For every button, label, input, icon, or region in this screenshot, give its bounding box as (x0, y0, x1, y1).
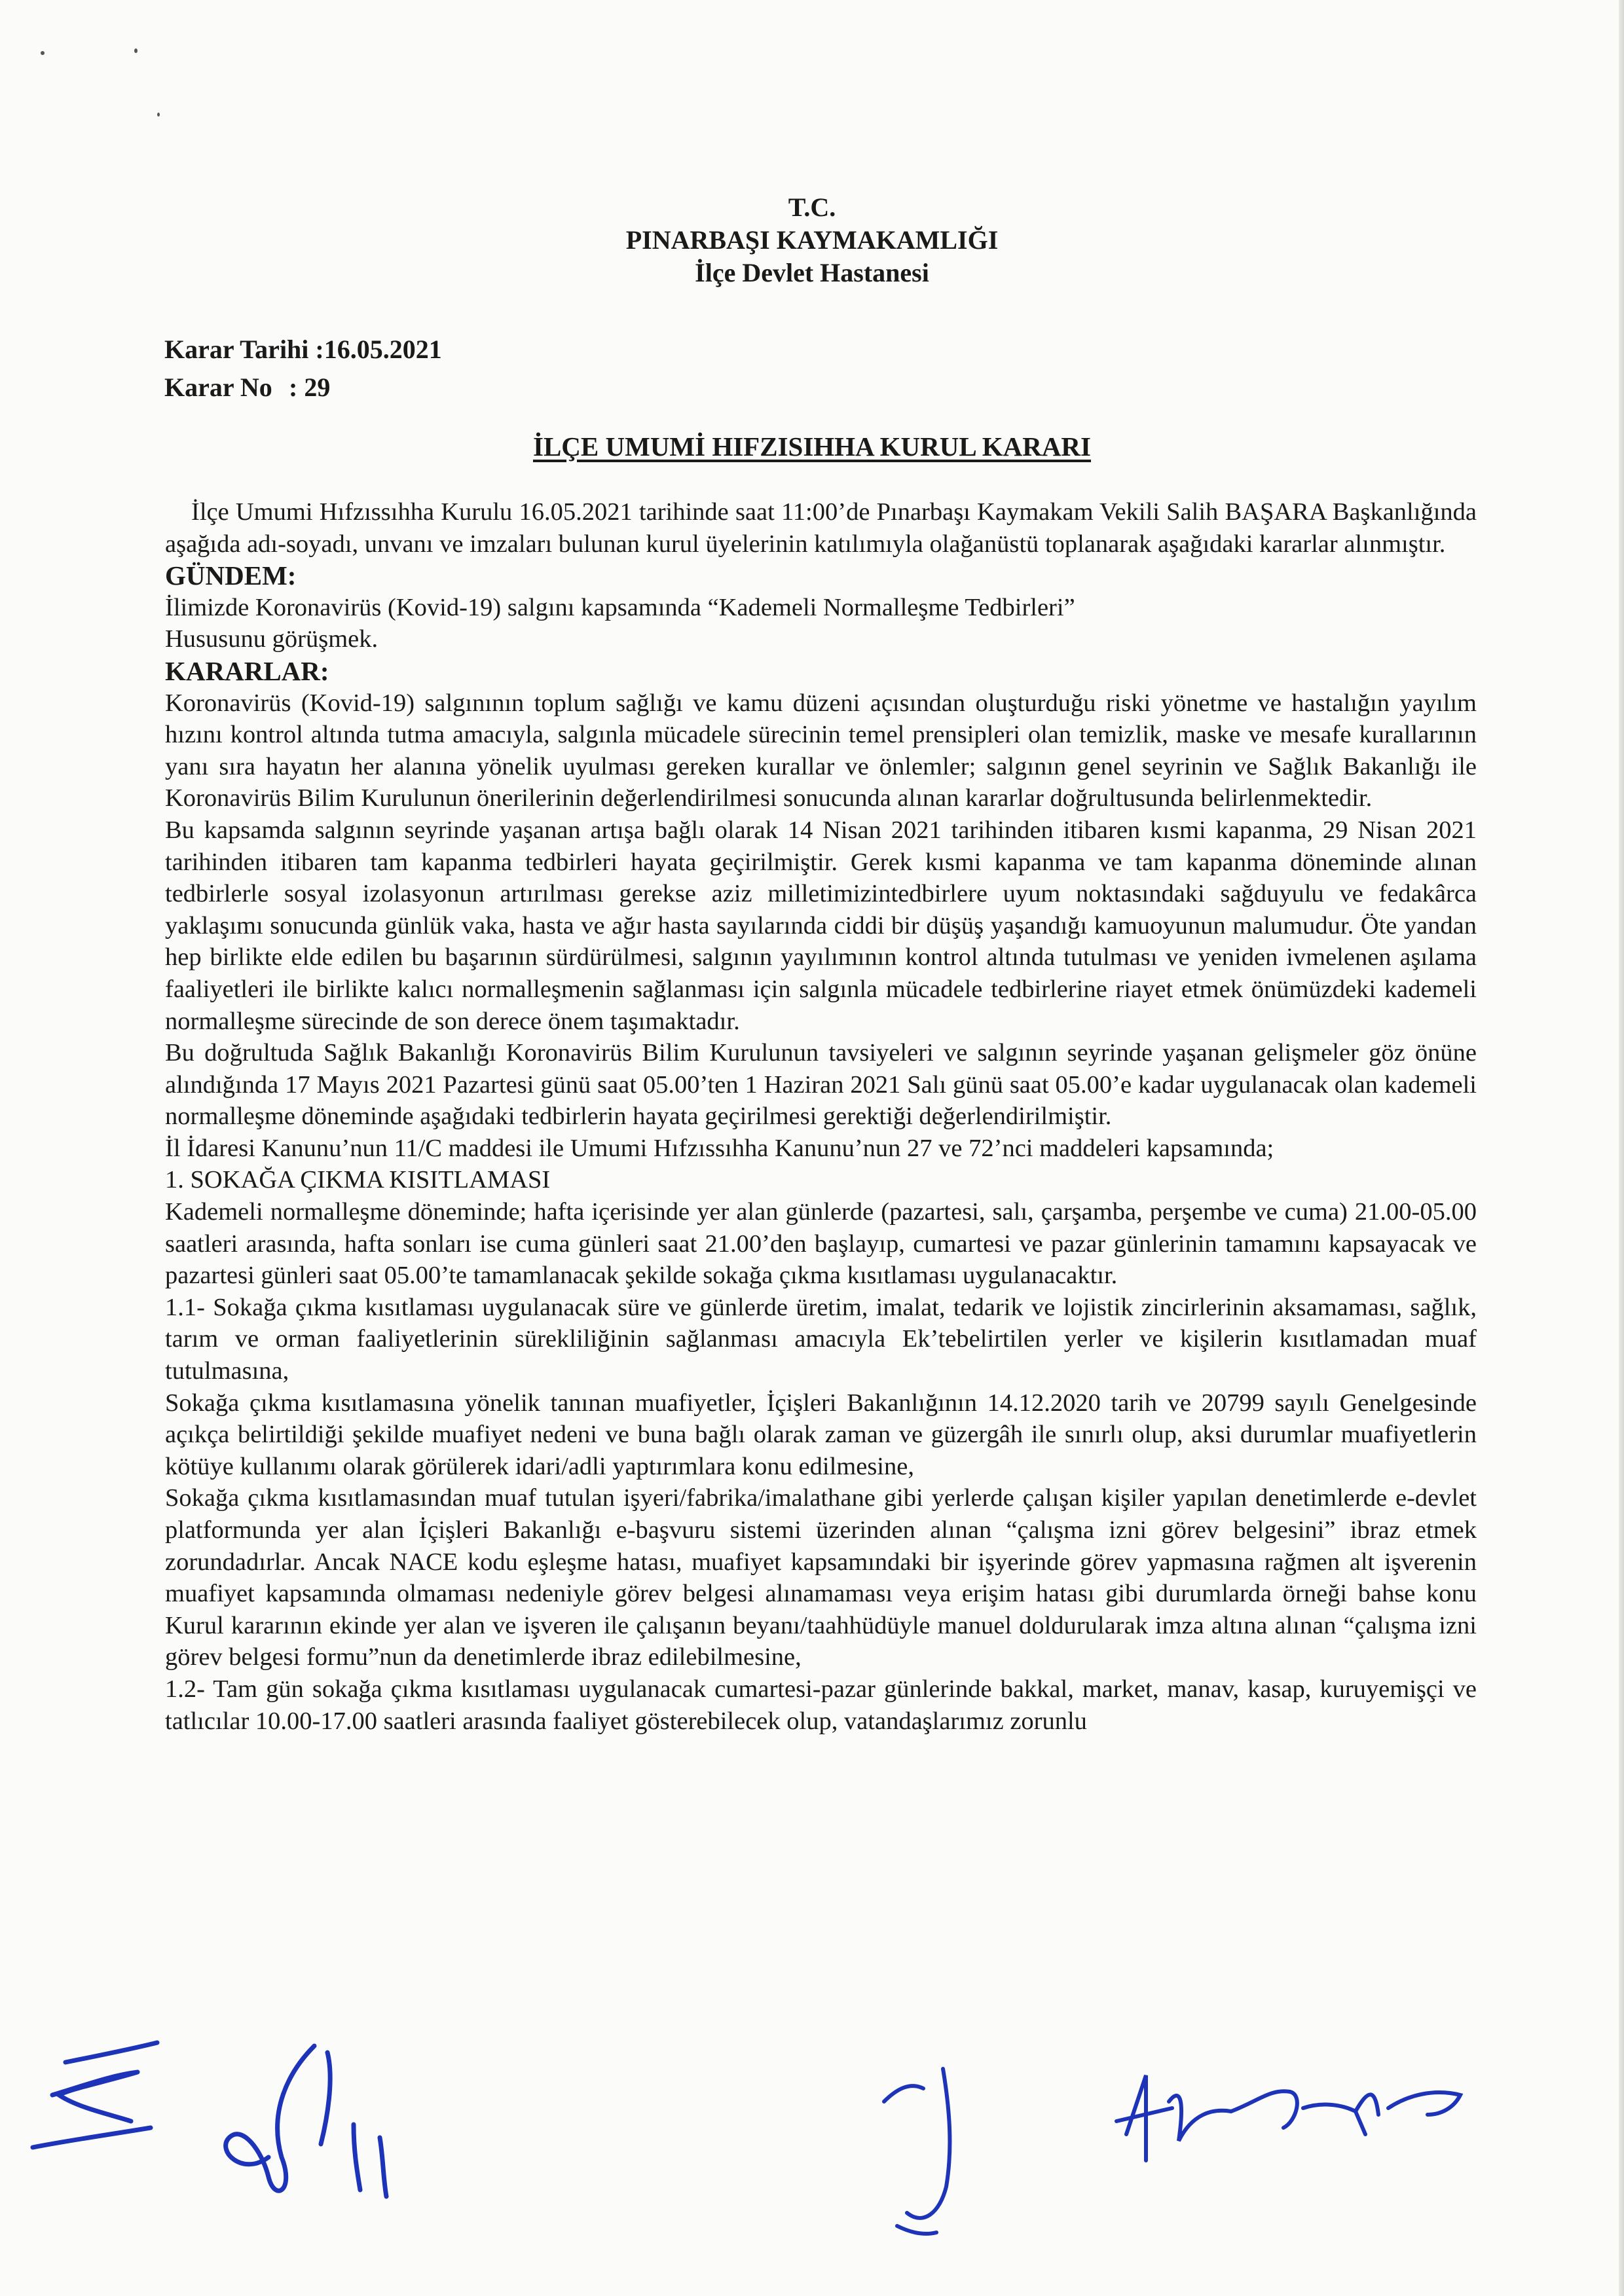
decision-paragraph: 1.2- Tam gün sokağa çıkma kısıtlaması uygulanacak cumartesi-pazar günlerinde bakkal, market, manav, kasap, kuruyemişçi ve tatlıcılar 10.00-17.00 saatleri arasında faaliyet gösterebilecek olup, vatandaşlarımız zorunlu (165, 1675, 1477, 1735)
section-heading: 1. SOKAĞA ÇIKMA KISITLAMASI (165, 1166, 551, 1194)
decision-paragraph: Sokağa çıkma kısıtlamasından muaf tutulan işyeri/fabrika/imalathane gibi yerlerde çalışan kişiler yapılan denetimlerde e-devlet platformunda yer alan İçişleri Bakanlığı e-başvuru sistemi üzerinden alınan “çalışma izni görev belgesini” ibraz etmek zorundadırlar. Ancak NACE kodu eşleşme hatası, muafiyet kapsamındaki bir işyerinde görev yapmasına rağmen alt işverenin muafiyet kapsamında olmaması nedeniyle görev belgesi alınamaması veya erişim hatası gibi durumlarda örneği bahse konu Kurul kararının ekinde yer alan ve işveren ile çalışanın beyanı/taahhüdüyle manuel doldurularak imza altına alınan “çalışma izni görev belgesi formu”nun da denetimlerde ibraz edilebilmesine, (165, 1484, 1477, 1671)
decision-number-value: : 29 (289, 373, 331, 402)
scan-speck (157, 113, 160, 117)
signature-3 (871, 2043, 982, 2246)
decision-number (164, 369, 442, 407)
signature-2 (196, 2026, 406, 2216)
decision-paragraph: Bu kapsamda salgının seyrinde yaşanan artışa bağlı olarak 14 Nisan 2021 tarihinden itibaren kısmi kapanma, 29 Nisan 2021 tarihinden itibaren tam kapanma tedbirleri hayata geçirilmiştir. Gerek kısmi kapanma ve tam kapanma döneminde alınan tedbirlerle sosyal izolasyonun artırılması gerekse aziz milletimizintedbirlere uyum noktasındaki sağduyulu ve fedakârca yaklaşımı sonucunda günlük vaka, hasta ve ağır hasta sayılarında ciddi bir düşüş yaşandığı kamuoyunun malumudur. Öte yandan hep birlikte elde edilen bu başarının sürdürülmesi, salgının yayılımının kontrol altında tutulması ve yeniden ivmelenen aşılama faaliyetleri ile birlikte kalıcı normalleşmenin sağlanması için salgınla mücadele tedbirlerine riayet etmek önümüzdeki kademeli normalleşme sürecinde de son derece önem taşımaktadır. (165, 816, 1477, 1035)
header-tc: T.C. (788, 192, 836, 222)
header-authority: PINARBAŞI KAYMAKAMLIĞI (625, 225, 999, 255)
decision-paragraph: Kademeli normalleşme döneminde; hafta içerisinde yer alan günlerde (pazartesi, salı, çarşamba, perşembe ve cuma) 21.00-05.00 saatleri arasında, hafta sonları ise cuma günleri saat 21.00’den başlayıp, cumartesi ve pazar günlerinin tamamını kapsayacak ve pazartesi günleri saat 05.00’te tamamlanacak şekilde sokağa çıkma kısıtlaması uygulanacaktır. (165, 1198, 1477, 1290)
header-institution: İlçe Devlet Hastanesi (695, 258, 929, 287)
document-title: İLÇE UMUMİ HIFZISIHHA KURUL KARARI (533, 431, 1091, 462)
agenda-line: Hususunu görüşmek. (165, 625, 378, 653)
signature-area (0, 2023, 1624, 2272)
decision-meta (164, 331, 442, 407)
document-body (165, 496, 1477, 1737)
decision-paragraph: 1.1- Sokağa çıkma kısıtlaması uygulanacak süre ve günlerde üretim, imalat, tedarik ve lojistik zincirlerinin aksamaması, sağlık, tarım ve orman faaliyetlerinin sürekliliğinin sağlanması amacıyla Ek’tebelirtilen yerler ve kişilerin kısıtlamadan muaf tutulmasına, (165, 1293, 1477, 1385)
decision-date-label: Karar Tarihi : (164, 335, 324, 364)
decision-paragraph: İl İdaresi Kanunu’nun 11/C maddesi ile Umumi Hıfzıssıhha Kanunu’nun 27 ve 72’nci maddeleri kapsamında; (165, 1134, 1274, 1162)
decision-number-label: Karar No (164, 373, 272, 402)
decision-paragraph: Bu doğrultuda Sağlık Bakanlığı Koronavirüs Bilim Kurulunun tavsiyeleri ve salgının seyrinde yaşanan gelişmeler göz önüne alındığında 17 Mayıs 2021 Pazartesi günü saat 05.00’ten 1 Haziran 2021 Salı günü saat 05.00’e kadar uygulanacak olan kademeli normalleşme döneminde aşağıdaki tedbirlerin hayata geçirilmesi gerektiği değerlendirilmiştir. (165, 1039, 1477, 1131)
signature-1 (20, 2023, 177, 2174)
signature-4 (1107, 2062, 1473, 2167)
document-header (0, 191, 1624, 289)
scan-speck (41, 51, 45, 55)
agenda-heading: GÜNDEM: (165, 560, 297, 591)
decision-paragraph: Koronavirüs (Kovid-19) salgınının toplum sağlığı ve kamu düzeni açısından oluşturduğu riski yönetme ve hastalığın yayılım hızını kontrol altında tutma amacıyla, salgınla mücadele sürecinin temel prensipleri olan temizlik, maske ve mesafe kurallarının yanı sıra hayatın her alanına yönelik uyulması gereken kurallar ve önlemler; salgının genel seyrinin ve Sağlık Bakanlığı ile Koronavirüs Bilim Kurulunun önerilerinin değerlendirilmesi sonucunda alınan kararlar doğrultusunda belirlenmektedir. (165, 689, 1477, 812)
intro-paragraph: İlçe Umumi Hıfzıssıhha Kurulu 16.05.2021 tarihinde saat 11:00’de Pınarbaşı Kaymakam Vekili Salih BAŞARA Başkanlığında aşağıda adı-soyadı, unvanı ve imzaları bulunan kurul üyelerinin katılımıyla olağanüstü toplanarak aşağıdaki kararlar alınmıştır. (165, 498, 1477, 558)
scan-speck (134, 48, 138, 53)
decision-date-value: 16.05.2021 (323, 335, 442, 364)
scan-edge (1619, 0, 1624, 2296)
decision-paragraph: Sokağa çıkma kısıtlamasına yönelik tanınan muafiyetler, İçişleri Bakanlığının 14.12.2020 tarih ve 20799 sayılı Genelgesinde açıkça belirtildiği şekilde muafiyet nedeni ve buna bağlı olarak zaman ve güzergâh ile sınırlı olup, aksi durumlar muafiyetlerin kötüye kullanımı olarak görülerek idari/adli yaptırımlara konu edilmesine, (165, 1389, 1477, 1480)
agenda-line: İlimizde Koronavirüs (Kovid-19) salgını kapsamında “Kademeli Normalleşme Tedbirleri” (165, 593, 1075, 621)
decisions-heading: KARARLAR: (165, 655, 329, 686)
decision-date (164, 331, 442, 369)
